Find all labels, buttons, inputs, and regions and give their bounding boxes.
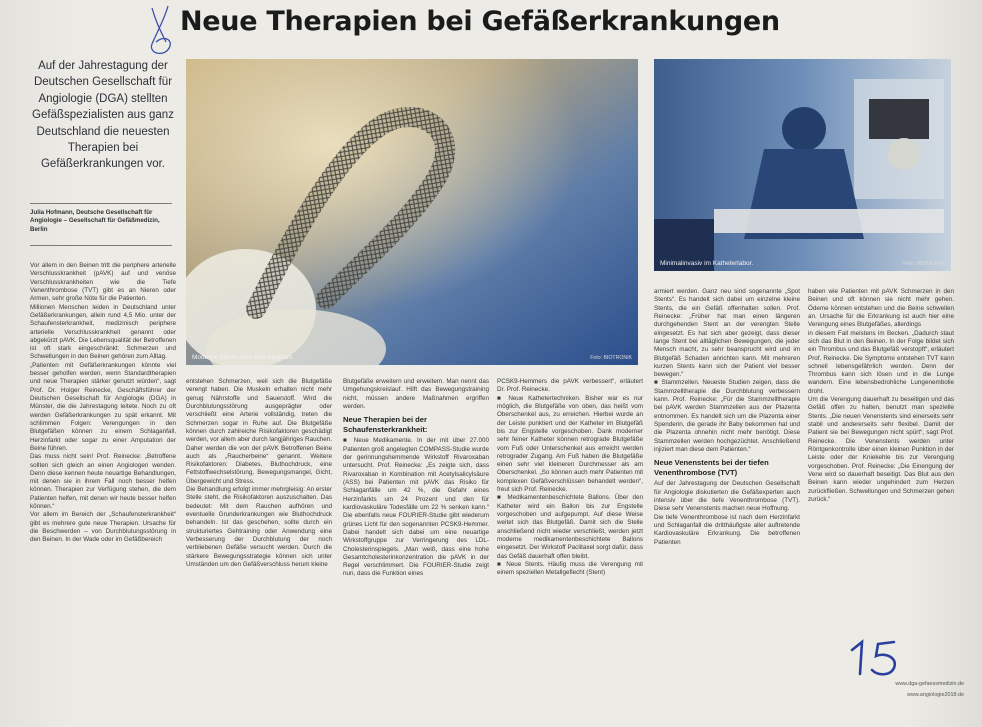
paragraph: Blutgefäße erweitern und erweitern. Man nennt das Umgehungskreislauf. Hilft das Bewegungstraining nicht, müssen andere Maßnahmen ergriffen werden. <box>343 378 489 410</box>
paragraph: Vor allem im Bereich der „Schaufensterkrankheit“ gibt es mehrere gute neue Therapien. Ursache für die Beschwerden – von Durchblutungsstörung in den Beinen. In der Wade oder im Gefäßbereich <box>30 511 176 544</box>
stent-photo-caption: Moderne Stents sind sehr biegsam. <box>192 354 295 361</box>
text-column-4 <box>497 378 643 727</box>
paragraph: ■ Stammzellen. Neueste Studien zeigen, dass die Stammzelltherapie die Durchblutung verbessern kann. Prof. Reinecke: „Für die Stammzelltherapie bei pAVK werden Stammzellen aus der Plazenta entnommen. Es handelt sich um die Plazenta einer Spenderin, die gerade ihr Baby bekommen hat und die Plazenta ohnehin nicht mehr benötigt. Diese Stammzellen werden hochgezüchtet. Anschließend injiziert man diese dem Patienten.“ <box>654 379 800 453</box>
paragraph: Die tiefe Venenthrombose ist nach dem Herzinfarkt und Schlaganfall die dritthäufigste aller auftretende Kardiovaskuläre Erkrankung. Die betroffenen Patienten <box>654 513 800 546</box>
paragraph: ■ Neue Stents. Häufig muss die Verengung mit einem speziellen Metallgeflecht (Stent) <box>497 560 643 577</box>
page-number-text: 15 <box>838 636 840 637</box>
section-heading: Neue Venenstents bei der tiefen Venenthrombose (TVT) <box>654 458 769 477</box>
paragraph: Auf der Jahrestagung der Deutschen Gesellschaft für Angiologie diskutierten die Gefäßexperten auch intensiv über die tiefe Venenthrombose (TVT). Diese sehr Venenstents machen neue Hoffnung. <box>654 480 800 513</box>
stent-photo-credit: Foto: BIOTRONIK <box>590 355 632 361</box>
handwritten-mark-icon <box>138 0 182 58</box>
text-column-5 <box>654 288 800 727</box>
paragraph: ■ Medikamentenbeschichtete Ballons. Über den Katheter wird ein Ballon bis zur Engstelle vorgeschoben und aufgepumpt. Auf diese Weise weitet sich das Blutgefäß. Damit sich die Stelle anschließend nicht wieder verschließt, werden jetzt moderne medikamentenbeschichtete Ballons eingesetzt. Der Wirkstoff Paclitaxel sorgt dafür, dass das Gefäß dauerhaft offen bleibt. <box>497 494 643 560</box>
intro-text <box>30 58 176 198</box>
paragraph: ■ Neue Medikamente. In der mit über 27.000 Patienten groß angelegten COMPASS-Studie wurde der gerinnungshemmende Wirkstoff Rivaroxaban untersucht. Prof. Reinecke: „Es zeigte sich, dass Rivaroxaban in Kombination mit Acetylsalicylsäure (ASS) bei Patienten mit pAVK das Risiko für Schlaganfälle um 42 %, die Gefahr eines Herzinfarkts um 24 Prozent und den für kardiovaskuläre Todesfälle um 22 % senken kann.“ Die ebenfalls neue FOURIER-Studie gibt wiederum grünes Licht für den sogenannten PCSK9-Hemmer. Dabei handelt sich dabei um eine neuartige Wirkstoffgruppe zur Verringerung des LDL-Cholesterinspiegels. „Man weiß, dass eine hohe Gesamtcholesterinkonzentration die pAVK in der Regel verschlimmert. Die FOURIER-Studie zeigt nun, dass die Funktion eines <box>343 437 489 578</box>
section-heading: Neue Therapien bei der Schaufensterkrankheit: <box>343 415 428 434</box>
text-column-3 <box>343 378 489 727</box>
author-credit: Julia Hofmann, Deutsche Gesellschaft für Angiologie – Gesellschaft für Gefäßmedizin, Berlin <box>30 209 160 233</box>
paragraph: ■ Neue Kathetertechniken. Bisher war es nur möglich, die Blutgefäße von oben, das heißt vom Oberschenkel aus, zu erreichen. Hierbei wurde an der Leiste punktiert und der Katheter im Blutgefäß bis zur Engstelle vorgeschoben. Dank moderner sehr feiner Katheter können retrograde Blutgefäße vom Fuß oder Unterschenkel aus erreicht werden retrograder Zugang. Am Fuß haben die Blutgefäße einen sehr viel kleineren Durchmesser als am Oberschenkel. „So können auch mehr Patienten mit komplexen Gefäßverschlüssen behandelt werden“, freut sich Prof. Reinecke. <box>497 394 643 494</box>
headline: Neue Therapien bei Gefäßerkrankungen <box>180 6 780 37</box>
intro-paragraph: Auf der Jahrestagung der Deutschen Gesellschaft für Angiologie (DGA) stellten Gefäßspezialisten aus ganz Deutschland die neuesten Therapien bei Gefäßerkrankungen vor. <box>32 60 174 171</box>
website-link[interactable]: www.dga-gefaessmedizin.de <box>895 681 964 687</box>
paragraph: PCSK9-Hemmers die pAVK verbessert“, erläutert Dr. Prof. Reinecke. <box>497 378 643 394</box>
catheter-photo-credit: Foto: BIOTRONIK <box>903 261 945 267</box>
paragraph: Das muss nicht sein! Prof. Reinecke: „Betroffene sollten sich gleich an einen Angiologen wenden. Denn diese kennen heute neuartige Behandlungen, mit denen sie in ihrem Fall noch besser helfen können. Therapien zur Verfügung stehen, die dem Patienten helfen, mit denen wir heute besser helfen können.“ <box>30 453 176 511</box>
catheter-lab-photo <box>654 59 951 271</box>
text-column-2 <box>186 378 332 727</box>
text-column-1 <box>30 262 176 727</box>
page-number <box>838 636 918 680</box>
paragraph: haben wie Patienten mit pAVK Schmerzen in den Beinen und oft können sie nicht mehr gehen. Ödeme können entstehen und die Beine schwellen an. Ursache für die Erkrankung ist auch hier eine Verengung eines Blutgefäßes, allerdings <box>808 288 954 329</box>
website-link[interactable]: www.angiologie2018.de <box>907 692 964 698</box>
paragraph: Millionen Menschen leiden in Deutschland unter Gefäßerkrankungen, allein rund 4,5 Mio. unter der Schaufensterkrankheit, medizinisch periphere arterielle Verschlusskrankheit genannt oder abgekürzt pAVK. Die Lebensqualität der Betroffenen ist oft stark eingeschränkt: Schmerzen und Schwellungen in den Beinen gehören zum Alltag. <box>30 303 176 361</box>
paragraph: entstehen Schmerzen, weil sich die Blutgefäße verengt haben. Die Muskeln erhalten nicht mehr genug Nährstoffe und Sauerstoff. Wird die Durchblutungsstörung ausgeprägter oder verschließt eine Arterie vollständig, treten die Schmerzen sogar in Ruhe auf. Die Blutgefäße können durch zahlreiche Risikofaktoren geschädigt werden, vor allem aber durch langjähriges Rauchen. Daher werden die von der pAVK Betroffenen Beine auch als „Raucherbeine“ genannt. Weitere Risikofaktoren: Diabetes, Bluthochdruck, eine Fettstoffwechselstörung, Bewegungsmangel, Gicht, Übergewicht und Stress. <box>186 378 332 485</box>
handwritten-page-number-icon <box>838 636 918 680</box>
paragraph: in diesem Fall meistens im Becken. „Dadurch staut sich das Blut in den Beinen. In der Folge bildet sich ein Thrombus und das Blutgefäß verstopft“, erläutert Prof. Reinecke. Die Symptome entstehen TVT kann schnell lebensgefährlich werden. Denn der Thrombus kann sich lösen und in die Lunge wandern. Eine lebensbedrohliche Lungenembolie droht. <box>808 329 954 395</box>
catheter-photo-caption: Minimalinvasiv im Katheterlabor. <box>660 260 754 267</box>
stent-photo <box>186 59 638 365</box>
divider <box>30 203 172 204</box>
text-column-6 <box>808 288 954 632</box>
divider <box>30 245 172 246</box>
paragraph: „Patienten mit Gefäßerkrankungen könnte viel besser geholfen werden, wenn Standardtherapien und neue Therapien stärker genutzt würden“, sagt Prof. Dr. Holger Reinecke, Geschäftsführer der Deutschen Gesellschaft für Angiologie (DGA) in Münster, die die Jahrestagung leitete. Noch zu oft werden Gefäßerkrankungen zu spät erkannt. Mit schlimmen Folgen: Verengungen in den Blutgefäßen können zu einem Schlaganfall, Herzinfarkt oder sogar zu einer Amputation der Beine führen. <box>30 361 176 452</box>
paragraph: Vor allem in den Beinen tritt die periphere arterielle Verschlusskrankheit (pAVK) auf und venöse Verschlusskrankheiten wie die Tiefe Venenthrombose (TVT) gibt es an Nieren oder Armen, sehr große Nöte für die Patienten. <box>30 262 176 303</box>
paragraph: Um die Verengung dauerhaft zu beseitigen und das Gefäß offen zu halten, benutzt man spezielle Stents. „Die neuen Venenstents sind einerseits sehr stabil und andererseits sehr flexibel. Damit der Patient sie bei Bewegungen nicht spürt“, sagt Prof. Reinecke. Die Venenstents werden unter Röntgenkontrolle über einen kleinen Punktion in der Leiste oder der Kniekehle bis zur Verengung vorgeschoben. Prof. Reinecke: „Die Einengung der Vene wird so dauerhaft beseitigt. Das Blut aus den Beinen kann wieder ungehindert zum Herzen zurückfließen. Schwellungen und Schmerzen gehen zurück.“ <box>808 396 954 503</box>
paragraph: armiert werden. Ganz neu sind sogenannte „Spot Stents“. Es handelt sich dabei um einzelne kleine Stents, die ein Gefäß offenhalten sollen. Prof. Reinecke: „Früher hat man einen längeren durchgehenden Stent an der verengten Stelle eingesetzt. Es hat sich aber gezeigt, dass dieser lange Stent bei alltäglichen Bewegungen, die jeder Mensch macht, zu sehr beansprucht wird und im Blutgefäß Schaden anrichten kann. Mit mehreren kurzen Stents kann sich der Patient viel besser bewegen.“ <box>654 288 800 379</box>
paragraph: Die Behandlung erfolgt immer mehrgleisig: An erster Stelle steht, die Risikofaktoren auszuschalten. Das bedeutet: Mit dem Rauchen aufhören und eventuelle Grunderkrankungen wie Bluthochdruck behandeln. Ist das geschehen, sollte durch ein strukturiertes Gehtraining oder Anwendung eine Verbesserung der Durchblutung der noch verbliebenen Gefäße versucht werden. Durch die stärkere Bewegungsstrategie können sich unter Umständen um den Gefäßverschluss herum kleine <box>186 486 332 568</box>
